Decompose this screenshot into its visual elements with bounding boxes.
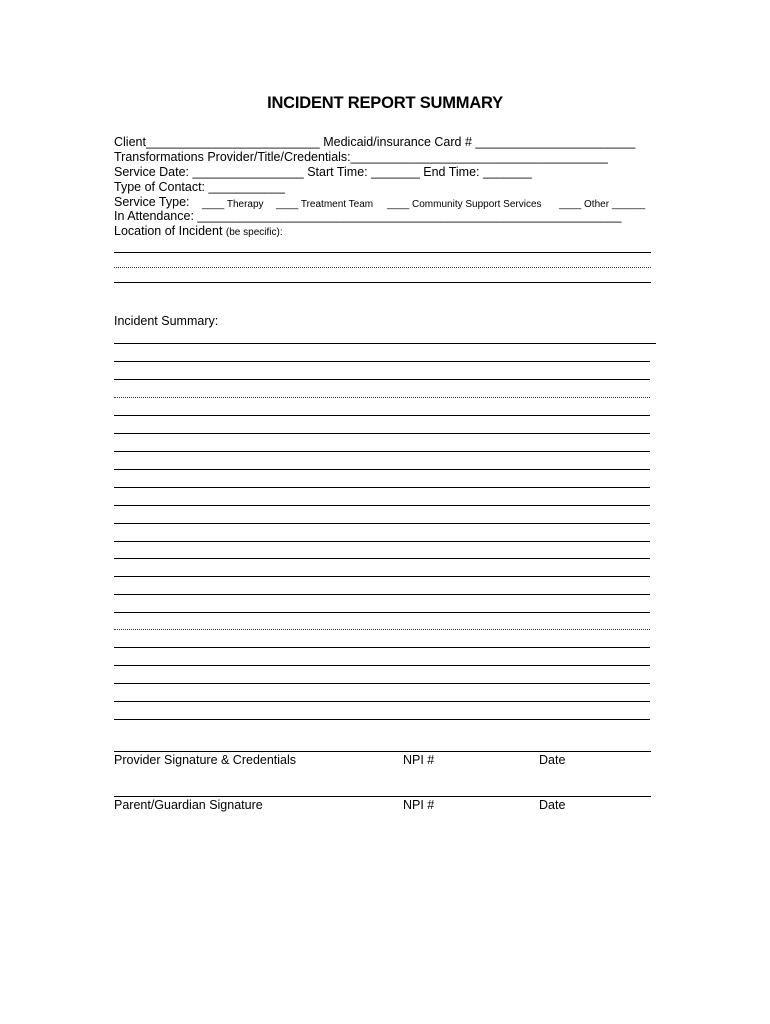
service-type-therapy[interactable]: ____ Therapy: [202, 199, 264, 210]
summary-line[interactable]: [114, 629, 650, 630]
summary-line[interactable]: [114, 487, 650, 488]
location-note: (be specific):: [225, 227, 283, 238]
summary-line[interactable]: [114, 701, 650, 702]
service-type-other[interactable]: ____ Other ______: [559, 199, 646, 210]
service-type-community-support[interactable]: ____ Community Support Services: [387, 199, 542, 210]
summary-line[interactable]: [114, 451, 650, 452]
summary-line[interactable]: [114, 379, 650, 380]
service-type-treatment-team[interactable]: ____ Treatment Team: [276, 199, 374, 210]
provider-date-label: Date: [539, 753, 566, 767]
summary-line[interactable]: [114, 683, 650, 684]
type-of-contact-field[interactable]: Type of Contact: ___________: [114, 180, 285, 194]
provider-signature-line[interactable]: [114, 751, 651, 752]
provider-npi-label: NPI #: [403, 753, 435, 767]
summary-line[interactable]: [114, 594, 650, 595]
incident-summary-label: Incident Summary:: [114, 314, 219, 328]
summary-line[interactable]: [114, 665, 650, 666]
in-attendance-field[interactable]: In Attendance: _____________________________________________________________: [114, 209, 622, 223]
service-type-row: [114, 195, 654, 210]
service-date-time-field[interactable]: Service Date: ________________ Start Time: _______ End Time: _______: [114, 165, 532, 179]
provider-signature-label: Provider Signature & Credentials: [114, 753, 297, 767]
service-type-label: Service Type:: [114, 195, 190, 209]
summary-line[interactable]: [114, 541, 650, 542]
client-field[interactable]: Client_________________________ Medicaid/insurance Card # _______________________: [114, 135, 636, 149]
location-line[interactable]: [114, 252, 651, 253]
summary-line[interactable]: [114, 719, 650, 720]
summary-line[interactable]: [114, 361, 650, 362]
summary-line[interactable]: [114, 415, 650, 416]
guardian-date-label: Date: [539, 798, 566, 812]
guardian-signature-label: Parent/Guardian Signature: [114, 798, 263, 812]
summary-line[interactable]: [114, 647, 650, 648]
summary-line[interactable]: [114, 397, 650, 398]
location-label: Location of Incident: [114, 224, 223, 238]
provider-credentials-field[interactable]: Transformations Provider/Title/Credentials:_____________________________________: [114, 150, 608, 164]
summary-line[interactable]: [114, 505, 650, 506]
guardian-signature-line[interactable]: [114, 796, 651, 797]
summary-line[interactable]: [114, 612, 650, 613]
summary-line[interactable]: [114, 576, 650, 577]
form-title: INCIDENT REPORT SUMMARY: [267, 94, 503, 112]
location-line[interactable]: [114, 267, 651, 268]
guardian-npi-label: NPI #: [403, 798, 435, 812]
summary-line[interactable]: [114, 558, 650, 559]
summary-line[interactable]: [114, 469, 650, 470]
summary-line[interactable]: [114, 523, 650, 524]
summary-line[interactable]: [114, 433, 650, 434]
summary-line[interactable]: [114, 343, 656, 344]
location-line[interactable]: [114, 282, 651, 283]
location-of-incident-row: [114, 224, 283, 240]
